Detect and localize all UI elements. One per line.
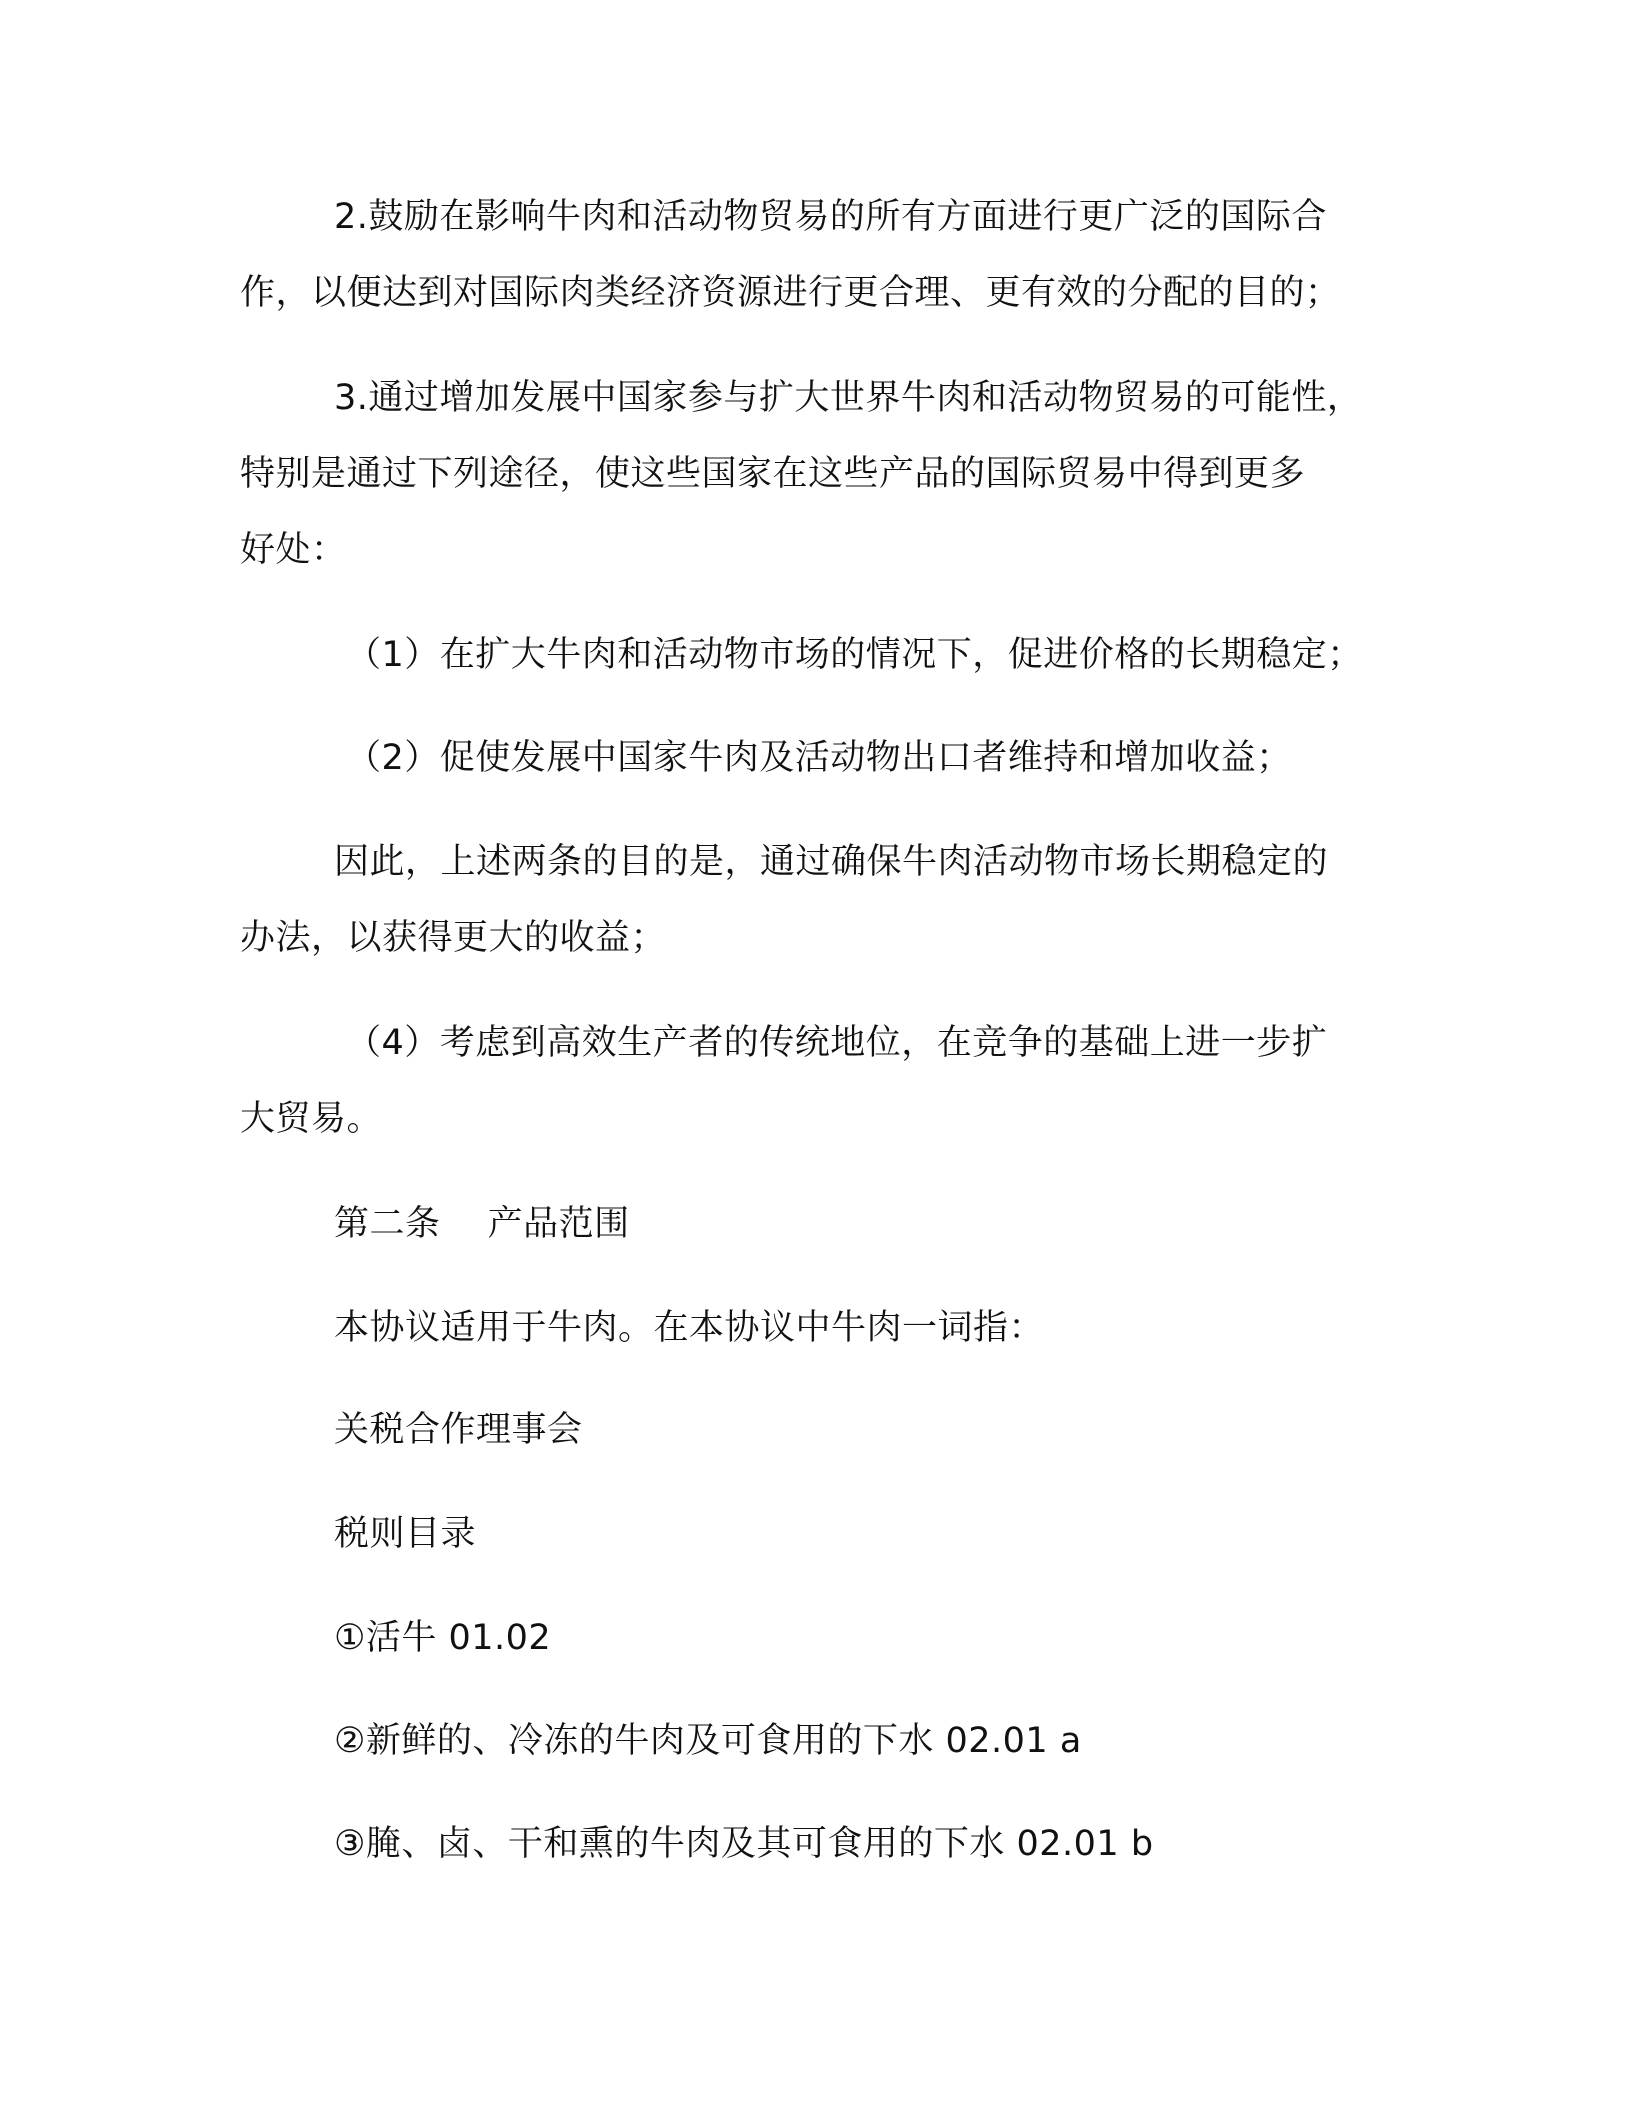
paragraph-2-line-2: 作，以便达到对国际肉类经济资源进行更合理、更有效的分配的目的； — [240, 273, 1341, 313]
therefore-paragraph-line-2: 办法，以获得更大的收益； — [240, 918, 667, 958]
product-item-3: ③腌、卤、干和熏的牛肉及其可食用的下水 02.01 b — [334, 1824, 1154, 1864]
tariff-catalog-label: 税则目录 — [334, 1514, 477, 1554]
council-label: 关税合作理事会 — [334, 1410, 583, 1450]
scope-text: 本协议适用于牛肉。在本协议中牛肉一词指： — [334, 1308, 1045, 1348]
paragraph-2-line-1: 2.鼓励在影响牛肉和活动物贸易的所有方面进行更广泛的国际合 — [334, 197, 1327, 237]
paragraph-3-line-1: 3.通过增加发展中国家参与扩大世界牛肉和活动物贸易的可能性， — [334, 378, 1363, 418]
list-item-1: （1）在扩大牛肉和活动物市场的情况下，促进价格的长期稳定； — [346, 635, 1363, 675]
article-2-heading: 第二条 产品范围 — [334, 1204, 630, 1244]
list-item-2: （2）促使发展中国家牛肉及活动物出口者维持和增加收益； — [346, 738, 1292, 778]
list-item-4-line-2: 大贸易。 — [240, 1099, 383, 1139]
paragraph-3-line-2: 特别是通过下列途径，使这些国家在这些产品的国际贸易中得到更多 — [240, 454, 1306, 494]
therefore-paragraph-line-1: 因此，上述两条的目的是，通过确保牛肉活动物市场长期稳定的 — [334, 842, 1329, 882]
list-item-4-line-1: （4）考虑到高效生产者的传统地位，在竞争的基础上进一步扩 — [346, 1023, 1328, 1063]
product-item-1: ①活牛 01.02 — [334, 1618, 552, 1658]
paragraph-3-line-3: 好处： — [240, 530, 347, 570]
product-item-2: ②新鲜的、冷冻的牛肉及可食用的下水 02.01 a — [334, 1721, 1082, 1761]
